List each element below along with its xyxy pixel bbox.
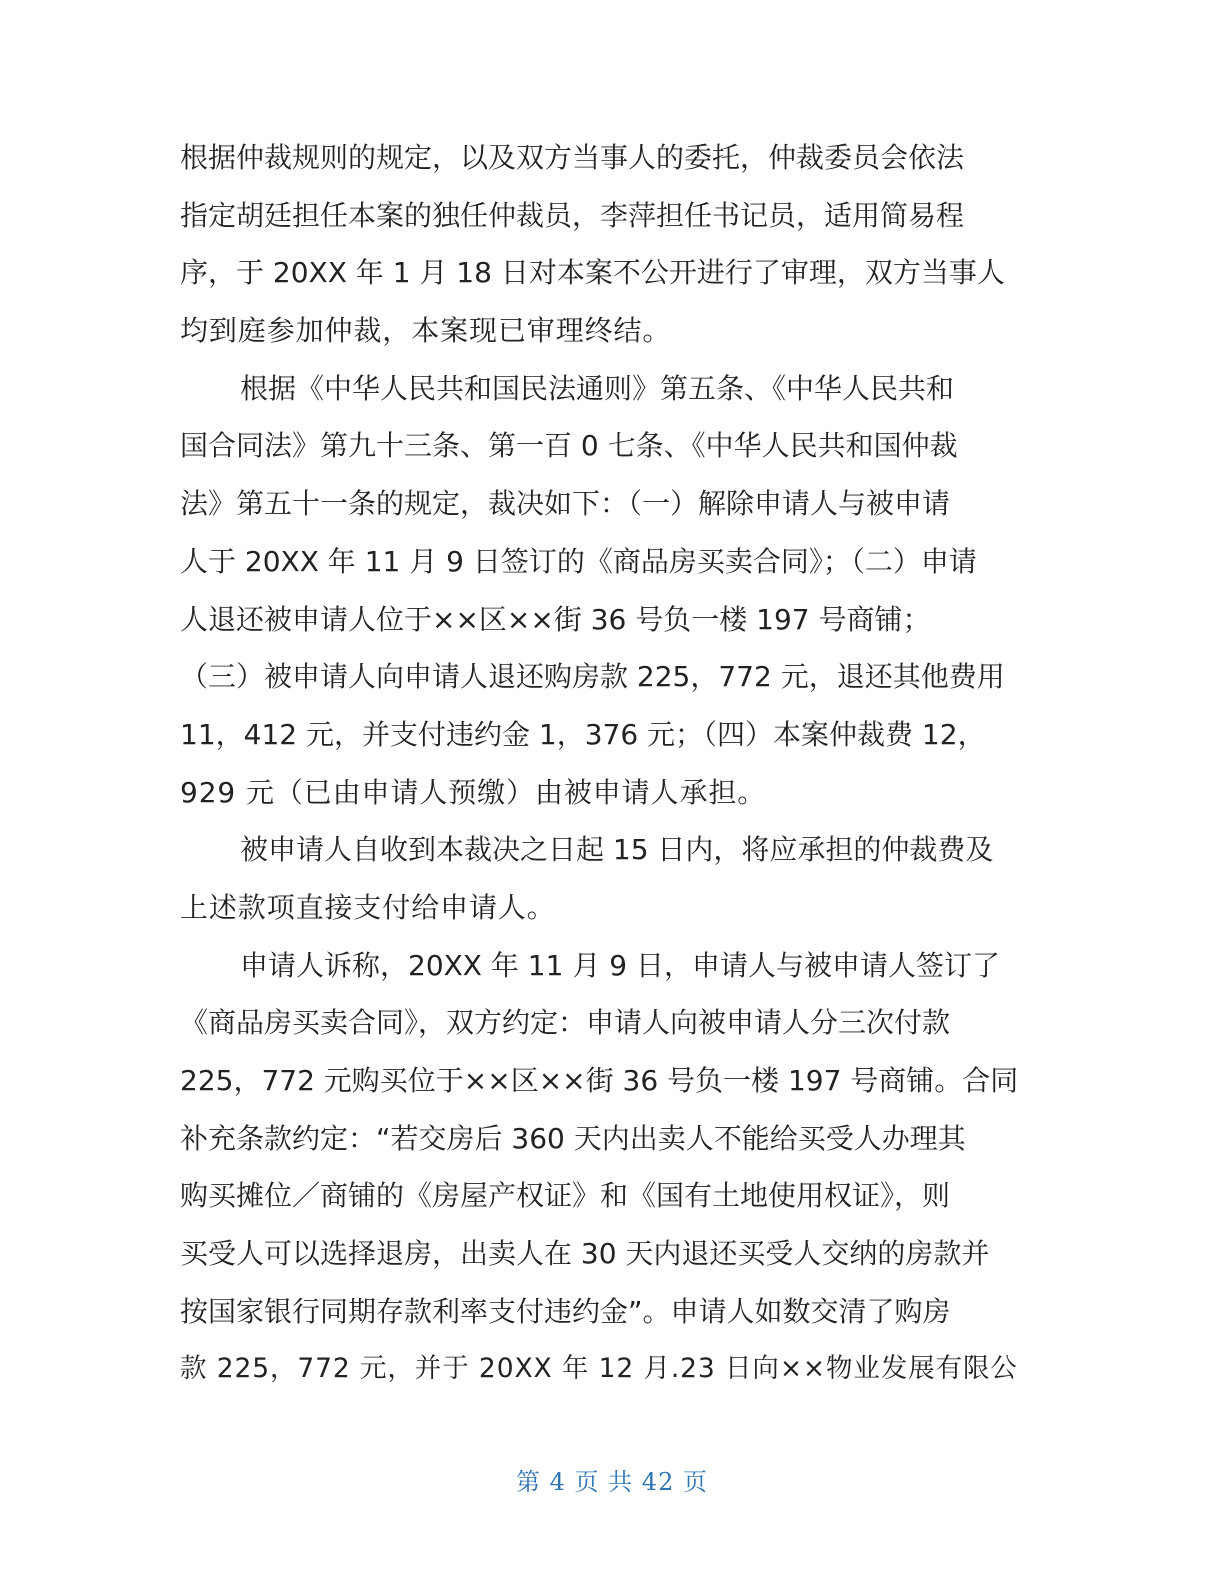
text-line: 11，412 元，并支付违约金 1，376 元；（四）本案仲裁费 12，: [180, 717, 986, 751]
text-line: 国合同法》第九十三条、第一百 0 七条、《中华人民共和国仲裁: [180, 429, 958, 463]
text-line: 按国家银行同期存款利率支付违约金”。申请人如数交清了购房: [180, 1294, 951, 1328]
text-line: 法》第五十一条的规定，裁决如下：（一）解除申请人与被申请: [180, 487, 951, 521]
text-line: 人退还被申请人位于××区××街 36 号负一楼 197 号商铺；: [180, 602, 931, 636]
text-line: 指定胡廷担任本案的独任仲裁员，李萍担任书记员，适用简易程: [180, 198, 965, 232]
page-number: 第 4 页 共 42 页: [516, 1468, 708, 1496]
text-line: 929 元（已由申请人预缴）由被申请人承担。: [180, 775, 767, 809]
text-line: 人于 20XX 年 11 月 9 日签订的《商品房买卖合同》；（二）申请: [180, 544, 977, 578]
text-line: 225，772 元购买位于××区××街 36 号负一楼 197 号商铺。合同: [180, 1064, 1019, 1097]
text-line: 补充条款约定：“若交房后 360 天内出卖人不能给买受人办理其: [180, 1121, 966, 1155]
text-line: 序，于 20XX 年 1 月 18 日对本案不公开进行了审理，双方当事人: [180, 256, 1005, 290]
text-line: （三）被申请人向申请人退还购房款 225，772 元，退还其他费用: [180, 660, 1005, 694]
text-line: 根据《中华人民共和国民法通则》第五条、《中华人民共和: [240, 371, 955, 405]
text-line: 购买摊位／商铺的《房屋产权证》和《国有土地使用权证》，则: [180, 1179, 951, 1213]
text-line: 买受人可以选择退房，出卖人在 30 天内退还买受人交纳的房款并: [180, 1237, 990, 1271]
text-line: 申请人诉称，20XX 年 11 月 9 日，申请人与被申请人签订了: [240, 948, 1000, 982]
text-line: 被申请人自收到本裁决之日起 15 日内，将应承担的仲裁费及: [240, 833, 994, 867]
text-line: 款 225，772 元，并于 20XX 年 12 月.23 日向××物业发展有限公: [180, 1353, 1018, 1385]
text-line: 上述款项直接支付给申请人。: [180, 890, 556, 924]
document-body: [180, 129, 1028, 1398]
text-line: 均到庭参加仲裁，本案现已审理终结。: [180, 314, 672, 348]
text-line: 根据仲裁规则的规定，以及双方当事人的委托，仲裁委员会依法: [180, 141, 965, 174]
text-line: 《商品房买卖合同》，双方约定：申请人向被申请人分三次付款: [180, 1006, 951, 1040]
